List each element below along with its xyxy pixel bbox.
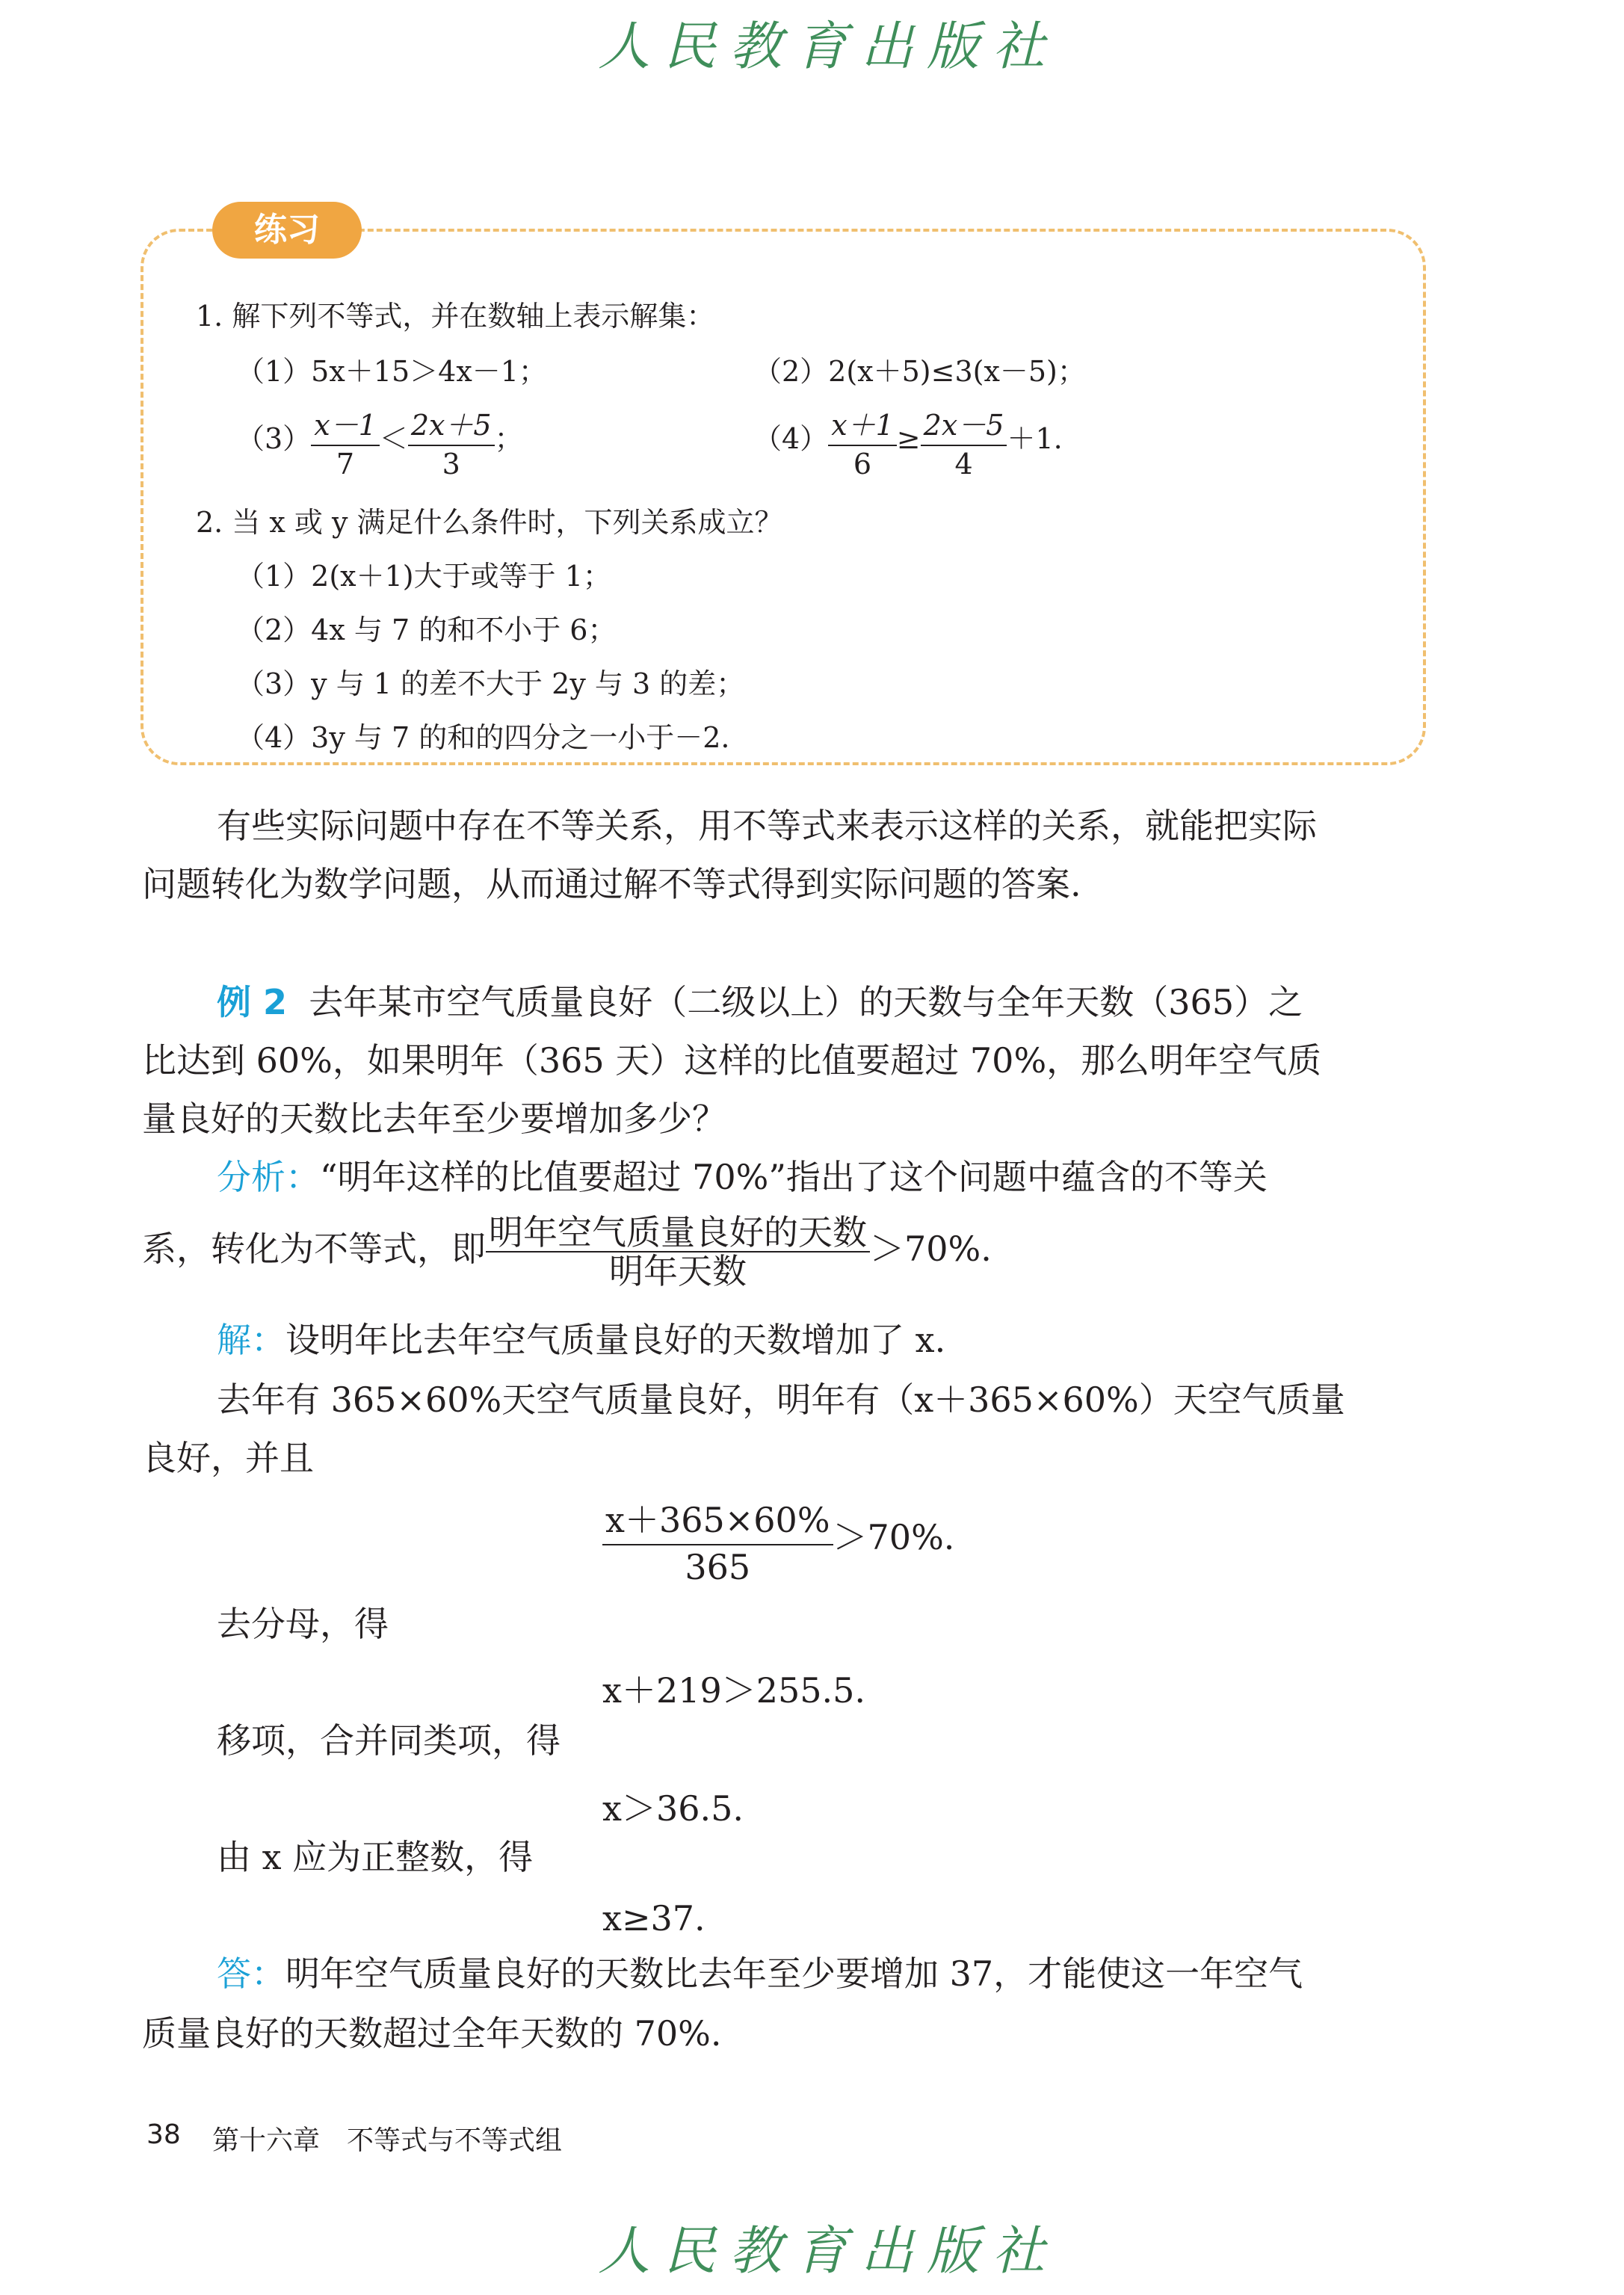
exercise-q1-stem: 1. 解下列不等式，并在数轴上表示解集： bbox=[196, 300, 715, 333]
publisher-logo-bottom: 人民教育出版社 bbox=[598, 2220, 1058, 2282]
part3-fraction-right: $\frac{2x+5}{3}$ bbox=[408, 402, 495, 481]
step-1: 去分母，得 bbox=[217, 1604, 389, 1644]
exercise-q1-part1: （1）5x＋15＞4x－1； bbox=[236, 355, 547, 388]
solution-line-2: 去年有 365×60%天空气质量良好，明年有（x＋365×60%）天空气质量 bbox=[217, 1380, 1345, 1420]
chapter-title: 第十六章 不等式与不等式组 bbox=[212, 2125, 563, 2156]
part4-fraction-right: $\frac{2x-5}{4}$ bbox=[921, 402, 1007, 481]
analysis-fraction: $\frac{\text{明年空气质量良好的天数}}{\text{明年天数}}$ bbox=[486, 1215, 870, 1288]
equation-4: x≥37. bbox=[602, 1898, 706, 1939]
example-line-2: 比达到 60%，如果明年（365 天）这样的比值要超过 70%，那么明年空气质 bbox=[142, 1040, 1322, 1081]
example-line-3: 量良好的天数比去年至少要增加多少？ bbox=[142, 1099, 726, 1139]
part4-label: （4） bbox=[753, 422, 829, 455]
exercise-q1-part3: （3） $\frac{x-1}{7}$ ＜ $\frac{2x+5}{3}$ ； bbox=[236, 402, 523, 481]
analysis-label: 分析： bbox=[217, 1157, 320, 1197]
solution-line-1: 解：设明年比去年空气质量良好的天数增加了 x. bbox=[217, 1320, 946, 1360]
step-3: 由 x 应为正整数，得 bbox=[217, 1837, 534, 1877]
equation-3: x＞36.5. bbox=[602, 1788, 744, 1829]
page-number: 38 bbox=[146, 2119, 181, 2150]
intro-line-1: 有些实际问题中存在不等关系，用不等式来表示这样的关系，就能把实际 bbox=[217, 806, 1317, 846]
step-2: 移项，合并同类项，得 bbox=[217, 1720, 561, 1761]
equation-1: $\frac{x+365\times 60\%}{365}$ ＞70%. bbox=[602, 1493, 954, 1587]
exercise-q1-part2: （2）2(x＋5)≤3(x－5)； bbox=[753, 355, 1086, 388]
exercise-q2-part2: （2）4x 与 7 的和不小于 6； bbox=[236, 614, 617, 646]
analysis-line-2: 系，转化为不等式，即 $\frac{\text{明年空气质量良好的天数}}{\text{明年天数}}$ ＞70%. bbox=[142, 1212, 992, 1291]
answer-line-1: 答：明年空气质量良好的天数比去年至少要增加 37，才能使这一年空气 bbox=[217, 1953, 1303, 1994]
equation-2: x＋219＞255.5. bbox=[602, 1670, 866, 1711]
part4-operator: ≥ bbox=[896, 422, 921, 455]
exercise-tag: 练习 bbox=[212, 202, 362, 259]
example-line-1: 例 2 去年某市空气质量良好（二级以上）的天数与全年天数（365）之 bbox=[217, 982, 1303, 1022]
exercise-q2-stem: 2. 当 x 或 y 满足什么条件时，下列关系成立？ bbox=[196, 506, 783, 539]
part3-label: （3） bbox=[236, 422, 312, 455]
exercise-q1-part4: （4） $\frac{x+1}{6}$ ≥ $\frac{2x-5}{4}$ ＋1. bbox=[753, 402, 1063, 481]
exercise-q2-part3: （3）y 与 1 的差不大于 2y 与 3 的差； bbox=[236, 667, 745, 700]
equation-1-fraction: $\frac{x+365\times 60\%}{365}$ bbox=[602, 1493, 833, 1587]
exercise-q2-part4: （4）3y 与 7 的和的四分之一小于－2. bbox=[236, 721, 730, 754]
answer-line-2: 质量良好的天数超过全年天数的 70%. bbox=[142, 2013, 722, 2054]
answer-label: 答： bbox=[217, 1953, 285, 1994]
solution-line-3: 良好，并且 bbox=[142, 1438, 314, 1478]
exercise-q2-part1: （1）2(x＋1)大于或等于 1； bbox=[236, 560, 611, 593]
publisher-logo-top: 人民教育出版社 bbox=[598, 16, 1058, 77]
analysis-line-1: 分析：“明年这样的比值要超过 70%”指出了这个问题中蕴含的不等关 bbox=[217, 1157, 1268, 1197]
example-label: 例 2 bbox=[217, 982, 288, 1022]
solution-label: 解： bbox=[217, 1320, 285, 1360]
intro-line-2: 问题转化为数学问题，从而通过解不等式得到实际问题的答案. bbox=[142, 864, 1081, 904]
part4-fraction-left: $\frac{x+1}{6}$ bbox=[828, 402, 897, 481]
part3-fraction-left: $\frac{x-1}{7}$ bbox=[311, 402, 380, 481]
part3-operator: ＜ bbox=[379, 422, 408, 455]
